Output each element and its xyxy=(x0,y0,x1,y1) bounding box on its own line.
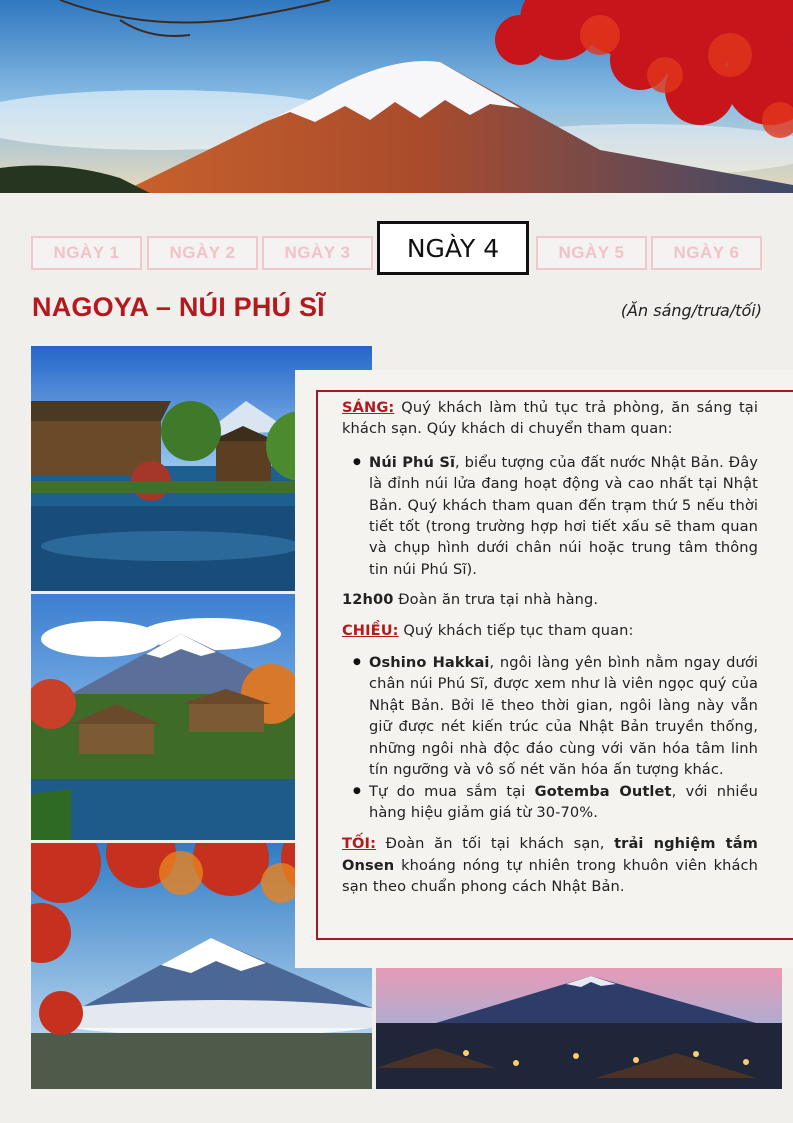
meals-note: (Ăn sáng/trưa/tối) xyxy=(620,301,762,320)
hero-banner-image xyxy=(0,0,793,193)
tab-day-4-active[interactable]: NGÀY 4 xyxy=(377,221,529,275)
evening-label: TỐI: xyxy=(342,835,377,853)
list-item-oshino-hakkai: ● Oshino Hakkai, ngôi làng yên bình nằm ngay dưới chân núi Phú Sĩ, được xem như là viên ngọc quý của Nhật Bản. Bởi lẽ theo thời gian, ngôi làng này vẫn giữ được nét kiến trúc của Nhật Bản truyền thống, những ngôi nhà độc đáo cùng với văn hóa tâm linh tín ngưỡng và vô số nét văn hóa ấn tượng khác. xyxy=(369,652,758,780)
afternoon-label: CHIỀU: xyxy=(342,621,399,639)
evening-paragraph: TỐI: Đoàn ăn tối tại khách sạn, trải nghiệm tắm Onsen khoáng nóng tự nhiên trong khuôn viên khách sạn theo chuẩn phong cách Nhật Bản. xyxy=(342,835,758,896)
afternoon-paragraph: CHIỀU: Quý khách tiếp tục tham quan: xyxy=(342,621,634,639)
morning-label: SÁNG: xyxy=(342,399,395,416)
noon-paragraph: 12h00 Đoàn ăn trưa tại nhà hàng. xyxy=(342,591,599,609)
photo-gotemba-outlet xyxy=(376,968,782,1089)
tab-day-1[interactable]: NGÀY 1 xyxy=(31,236,142,270)
morning-paragraph: SÁNG: Quý khách làm thủ tục trả phòng, ăn sáng tại khách sạn. Qúy khách di chuyển tham quan: xyxy=(342,399,758,438)
tab-day-6[interactable]: NGÀY 6 xyxy=(651,236,762,270)
tab-day-3[interactable]: NGÀY 3 xyxy=(262,236,373,270)
list-item-nui-phu-si: ● Núi Phú Sĩ, biểu tượng của đất nước Nhật Bản. Đây là đỉnh núi lửa đang hoạt động và cao nhất tại Nhật Bản. Quý khách tham quan đến trạm thứ 5 nếu thời tiết tốt (trong trường hợp hơi tiết xấu sẽ tham quan và chụp hình dưới chân núi hoặc trung tâm thông tin núi Phú Sĩ). xyxy=(369,452,758,580)
photo-oshino-village xyxy=(31,594,295,840)
tab-day-2[interactable]: NGÀY 2 xyxy=(147,236,258,270)
itinerary-content xyxy=(342,397,758,898)
list-item-gotemba-outlet: ● Tự do mua sắm tại Gotemba Outlet, với nhiều hàng hiệu giảm giá từ 30-70%. xyxy=(369,781,758,824)
page-title: NAGOYA – NÚI PHÚ SĨ xyxy=(32,292,325,322)
tab-day-5[interactable]: NGÀY 5 xyxy=(536,236,647,270)
